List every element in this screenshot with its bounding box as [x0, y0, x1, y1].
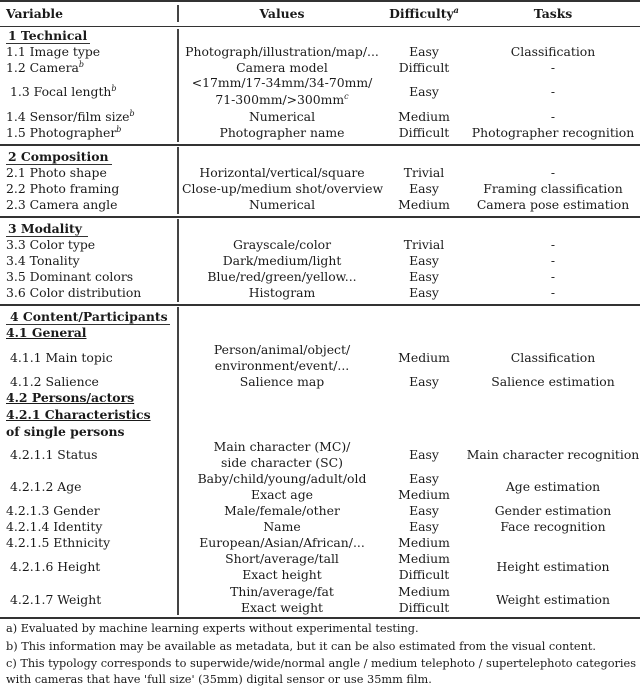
column-header-values: Values	[259, 6, 305, 21]
values-cell: $71-300mm/>300mm^c$	[215, 91, 349, 107]
difficulty-cell: Easy	[409, 447, 439, 462]
difficulty-cell: Easy	[409, 503, 439, 518]
values-cell: Blue/red/green/yellow...	[207, 269, 357, 284]
tasks-cell: Age estimation	[505, 479, 601, 494]
values-cell: Histogram	[248, 285, 316, 300]
difficulty-cell: Trivial	[403, 165, 445, 180]
tasks-cell: -	[550, 237, 556, 252]
column-divider	[177, 29, 179, 142]
variable-cell: 2.2 Photo framing	[6, 181, 120, 196]
column-divider	[177, 147, 179, 214]
difficulty-cell: Medium	[398, 584, 450, 599]
variable-cell: 3.3 Color type	[6, 237, 96, 252]
values-cell: Short/average/tall	[225, 551, 339, 566]
values-cell: Main character (MC)/	[213, 439, 351, 454]
values-cell: Numerical	[248, 197, 316, 212]
variable-cell: 4.2.1.3 Gender	[6, 503, 100, 518]
tasks-cell: -	[550, 285, 556, 300]
difficulty-cell: Easy	[409, 44, 439, 59]
section-rule	[0, 304, 640, 306]
values-cell: side character (SC)	[221, 455, 343, 470]
variable-cell: 2.1 Photo shape	[6, 165, 107, 180]
values-cell: Exact age	[251, 487, 313, 502]
variable-cell: 1.4 Sensor/film size$^b$	[6, 108, 135, 124]
difficulty-cell: Medium	[398, 109, 450, 124]
footnote-c-continued: with cameras that have 'full size' (35mm) digital sensor or use 35mm film.	[6, 673, 432, 686]
footnote-c: c) This typology corresponds to superwide/wide/normal angle / medium telephoto / supertelephoto categories	[6, 657, 636, 670]
difficulty-cell: Difficult	[398, 60, 450, 75]
variable-cell: 4.1.2 Salience	[10, 374, 99, 389]
difficulty-cell: Trivial	[403, 237, 445, 252]
difficulty-cell: Difficult	[398, 600, 450, 615]
top-rule	[0, 0, 640, 2]
values-cell: Thin/average/fat	[230, 584, 334, 599]
tasks-cell: Face recognition	[500, 519, 606, 534]
values-cell: Exact weight	[240, 600, 324, 615]
tasks-cell: Classification	[510, 44, 596, 59]
difficulty-cell: Easy	[409, 471, 439, 486]
column-header-variable: Variable	[6, 6, 64, 21]
difficulty-cell: Easy	[409, 519, 439, 534]
values-cell: Close-up/medium shot/overview	[182, 181, 384, 196]
values-cell: Exact height	[242, 567, 322, 582]
difficulty-cell: Difficult	[398, 567, 450, 582]
values-cell: Male/female/other	[224, 503, 340, 518]
variable-cell: 2.3 Camera angle	[6, 197, 118, 212]
footnote-b: b) This information may be available as metadata, but it can be also estimated from the visual content.	[6, 640, 596, 653]
difficulty-cell: Medium	[398, 535, 450, 550]
variable-cell: 4.2.1.6 Height	[10, 559, 101, 574]
section-title: 2 Composition	[8, 149, 109, 164]
section-rule	[0, 216, 640, 218]
values-cell: Person/animal/object/	[213, 342, 351, 357]
tasks-cell: Main character recognition	[466, 447, 640, 462]
subsection-title: 4.2 Persons/actors	[6, 390, 135, 405]
tasks-cell: -	[550, 253, 556, 268]
variable-cell: 3.5 Dominant colors	[6, 269, 134, 284]
section-title: 4 Content/Participants	[10, 309, 168, 324]
tasks-cell: -	[550, 84, 556, 99]
variable-cell: 1.2 Camera$^b$	[6, 59, 85, 75]
variable-cell: 3.6 Color distribution	[6, 285, 142, 300]
difficulty-cell: Medium	[398, 350, 450, 365]
variable-cell: 4.2.1.5 Ethnicity	[6, 535, 111, 550]
footnote-a: a) Evaluated by machine learning experts without experimental testing.	[6, 622, 419, 635]
values-cell: European/Asian/African/...	[199, 535, 365, 550]
values-cell: Dark/medium/light	[222, 253, 342, 268]
tasks-cell: Salience estimation	[491, 374, 615, 389]
tasks-cell: -	[550, 165, 556, 180]
tasks-cell: Photographer recognition	[471, 125, 635, 140]
tasks-cell: Camera pose estimation	[476, 197, 630, 212]
tasks-cell: -	[550, 269, 556, 284]
subsection-title: 4.1 General	[6, 325, 87, 340]
tasks-cell: -	[550, 109, 556, 124]
section-rule	[0, 144, 640, 146]
values-cell: Salience map	[239, 374, 325, 389]
difficulty-cell: Medium	[398, 487, 450, 502]
values-cell: Photographer name	[219, 125, 345, 140]
values-cell: Photograph/illustration/map/...	[185, 44, 379, 59]
values-cell: Grayscale/color	[232, 237, 332, 252]
column-divider	[177, 307, 179, 615]
difficulty-cell: Easy	[409, 253, 439, 268]
variable-cell: 3.4 Tonality	[6, 253, 80, 268]
variable-cell: 1.5 Photographer$^b$	[6, 124, 122, 140]
difficulty-cell: Easy	[409, 285, 439, 300]
subsection-title-continued: of single persons	[6, 424, 125, 439]
values-cell: Camera model	[236, 60, 328, 75]
variable-cell: 1.1 Image type	[6, 44, 101, 59]
difficulty-cell: Easy	[409, 181, 439, 196]
difficulty-cell: Medium	[398, 551, 450, 566]
tasks-cell: Height estimation	[496, 559, 610, 574]
values-cell: environment/event/...	[214, 358, 350, 373]
difficulty-cell: Easy	[409, 84, 439, 99]
values-cell: Baby/child/young/adult/old	[197, 471, 367, 486]
values-cell: <17mm/17-34mm/34-70mm/	[191, 75, 373, 90]
section-title: 1 Technical	[8, 28, 88, 43]
column-header-tasks: Tasks	[533, 6, 573, 21]
variable-cell: 4.2.1.7 Weight	[10, 592, 102, 607]
bottom-rule	[0, 617, 640, 619]
variable-cell: 4.2.1.2 Age	[10, 479, 82, 494]
subsection-title: 4.2.1 Characteristics	[6, 407, 151, 422]
values-cell: Numerical	[248, 109, 316, 124]
variable-cell: 4.1.1 Main topic	[10, 350, 113, 365]
section-title: 3 Modality	[8, 221, 82, 236]
variable-cell: 1.3 Focal length$^b$	[10, 83, 117, 99]
column-header-difficulty: Difficulty$^a$	[389, 4, 459, 21]
tasks-cell: -	[550, 60, 556, 75]
column-divider	[177, 5, 179, 22]
variable-cell: 4.2.1.1 Status	[10, 447, 98, 462]
difficulty-cell: Difficult	[398, 125, 450, 140]
tasks-cell: Framing classification	[483, 181, 623, 196]
difficulty-cell: Easy	[409, 269, 439, 284]
variable-cell: 4.2.1.4 Identity	[6, 519, 103, 534]
values-cell: Name	[263, 519, 301, 534]
values-cell: Horizontal/vertical/square	[199, 165, 365, 180]
column-divider	[177, 219, 179, 302]
tasks-cell: Classification	[510, 350, 596, 365]
header-rule	[0, 26, 640, 27]
tasks-cell: Gender estimation	[494, 503, 612, 518]
tasks-cell: Weight estimation	[495, 592, 610, 607]
difficulty-cell: Medium	[398, 197, 450, 212]
difficulty-cell: Easy	[409, 374, 439, 389]
